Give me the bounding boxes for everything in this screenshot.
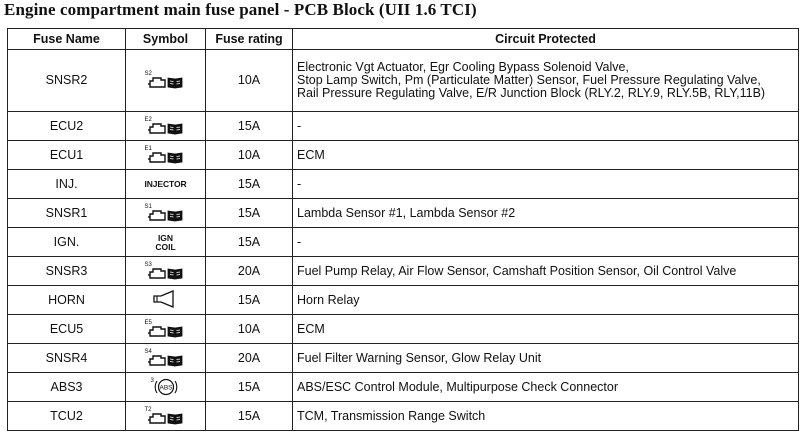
symbol-superscript: S1 [144,203,152,210]
circuit-line: ECM [297,321,325,336]
symbol-cell [126,315,206,344]
abs-icon [150,376,179,396]
table-row [8,199,799,228]
symbol-cell [126,50,206,112]
fuse-name-cell: TCU2 [8,402,126,431]
symbol-superscript: E5 [144,319,152,326]
symbol-text: INJECTOR [144,178,187,189]
symbol-cell [126,257,206,286]
circuit-protected-cell [293,373,799,402]
fuse-name-cell: SNSR3 [8,257,126,286]
fuse-name-cell: IGN. [8,228,126,257]
symbol-superscript: E2 [144,116,152,123]
svg-text:ABS: ABS [158,384,173,391]
fuse-rating-cell: 15A [206,228,293,257]
sensor-book-icon [144,202,185,222]
symbol-cell [126,228,206,257]
circuit-protected-cell [293,344,799,373]
fuse-name-cell: ABS3 [8,373,126,402]
sensor-book-icon [144,318,185,338]
circuit-protected-cell [293,199,799,228]
table-row [8,286,799,315]
circuit-protected-cell [293,257,799,286]
sensor-book-icon [144,115,185,135]
symbol-cell [126,402,206,431]
table-row [8,257,799,286]
fuse-rating-cell: 15A [206,402,293,431]
symbol-text: IGN COIL [155,233,176,252]
circuit-line: Lambda Sensor #1, Lambda Sensor #2 [297,205,516,220]
circuit-protected-cell [293,170,799,199]
circuit-protected-cell [293,228,799,257]
table-row [8,344,799,373]
circuit-line: TCM, Transmission Range Switch [297,408,486,423]
table-row [8,50,799,112]
fuse-rating-cell: 20A [206,344,293,373]
sensor-book-icon [144,144,185,164]
table-row [8,228,799,257]
symbol-cell [126,170,206,199]
symbol-cell [126,112,206,141]
fuse-rating-cell: 15A [206,199,293,228]
horn-icon [151,289,181,309]
circuit-line: Fuel Pump Relay, Air Flow Sensor, Camshaft Position Sensor, Oil Control Valve [297,263,737,278]
circuit-protected-cell [293,50,799,112]
fuse-rating-cell: 15A [206,170,293,199]
symbol-superscript: T2 [144,406,152,413]
sensor-book-icon [144,405,185,425]
circuit-line: Horn Relay [297,292,360,307]
table-header-row [8,29,799,50]
symbol-superscript: S4 [144,348,152,355]
symbol-cell [126,141,206,170]
circuit-protected-cell [293,315,799,344]
symbol-superscript: E1 [144,145,152,152]
symbol-cell [126,286,206,315]
symbol-superscript: S3 [144,261,152,268]
fuse-name-cell: SNSR2 [8,50,126,112]
symbol-cell [126,373,206,402]
circuit-line: Stop Lamp Switch, Pm (Particulate Matter) Sensor, Fuel Pressure Regulating Valve, [297,73,761,87]
circuit-line: ABS/ESC Control Module, Multipurpose Check Connector [297,379,618,394]
fuse-rating-cell: 15A [206,286,293,315]
fuse-rating-cell: 10A [206,50,293,112]
fuse-name-cell: INJ. [8,170,126,199]
table-row [8,402,799,431]
header-symbol: Symbol [126,29,206,50]
circuit-line: Electronic Vgt Actuator, Egr Cooling Bypass Solenoid Valve, [297,60,629,74]
header-circuit-protected: Circuit Protected [293,29,799,50]
circuit-line: - [297,234,302,249]
fuse-name-cell: ECU1 [8,141,126,170]
circuit-protected-cell [293,141,799,170]
table-row [8,373,799,402]
table-row [8,315,799,344]
symbol-cell [126,199,206,228]
fuse-name-cell: SNSR4 [8,344,126,373]
symbol-cell [126,344,206,373]
circuit-line: - [297,118,302,133]
header-fuse-rating: Fuse rating [206,29,293,50]
header-fuse-name: Fuse Name [8,29,126,50]
fuse-name-cell: SNSR1 [8,199,126,228]
table-row [8,112,799,141]
fuse-rating-cell: 20A [206,257,293,286]
fuse-rating-cell: 15A [206,373,293,402]
symbol-superscript: S2 [144,71,152,77]
fuse-table [7,28,799,431]
symbol-superscript: 3 [150,377,154,384]
sensor-book-icon [144,260,185,280]
table-row [8,170,799,199]
fuse-rating-cell: 15A [206,112,293,141]
fuse-rating-cell: 10A [206,141,293,170]
sensor-book-icon [144,347,185,367]
fuse-table-body [8,50,799,431]
circuit-protected-cell [293,286,799,315]
sensor-book-icon [144,69,185,89]
circuit-protected-cell [293,402,799,431]
fuse-name-cell: ECU2 [8,112,126,141]
fuse-rating-cell: 10A [206,315,293,344]
fuse-name-cell: ECU5 [8,315,126,344]
fuse-name-cell: HORN [8,286,126,315]
circuit-line: Rail Pressure Regulating Valve, E/R Junction Block (RLY.2, RLY.9, RLY.5B, RLY,11B) [297,86,766,100]
table-row [8,141,799,170]
circuit-line: Fuel Filter Warning Sensor, Glow Relay Unit [297,350,542,365]
page-title: Engine compartment main fuse panel - PCB Block (UII 1.6 TCI) [4,0,477,19]
circuit-line: ECM [297,147,325,162]
circuit-line: - [297,176,302,191]
circuit-protected-cell [293,112,799,141]
